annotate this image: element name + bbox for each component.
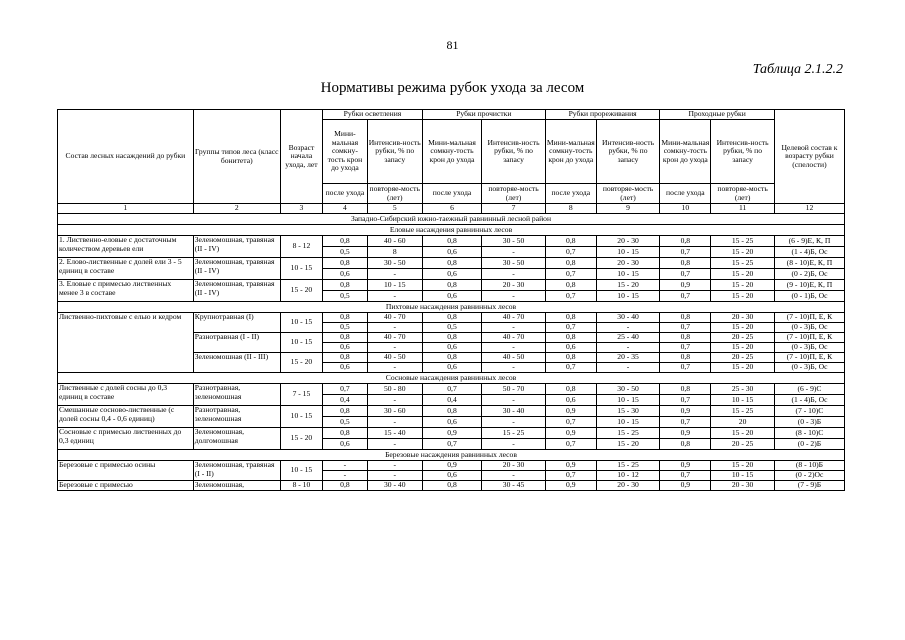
target-composition: (7 - 10)С [774, 406, 844, 417]
column-number: 11 [711, 204, 775, 214]
density-value: 0,9 [545, 406, 596, 417]
table-row [58, 280, 845, 291]
region-row: Западно-Сибирский южно-таежный равнинный лесной район [58, 214, 845, 225]
header-group-3: Рубки прореживания [545, 110, 660, 120]
intensity-value: 30 - 50 [596, 384, 660, 395]
intensity-value: - [367, 269, 422, 280]
intensity-value: 20 - 30 [711, 313, 775, 323]
density-value: 0,9 [422, 428, 481, 439]
density-value: 0,9 [545, 428, 596, 439]
intensity-value: - [367, 471, 422, 481]
density-value: 0,7 [660, 269, 711, 280]
composition-cell: 3. Еловые с примесью лиственных менее 3 в составе [58, 280, 194, 302]
intensity-value: 30 - 45 [482, 481, 546, 491]
intensity-value: 20 - 30 [596, 236, 660, 247]
density-value: 0,8 [660, 353, 711, 363]
density-value: 0,7 [422, 384, 481, 395]
density-value: 0,7 [660, 395, 711, 406]
intensity-value: 40 - 50 [367, 353, 422, 363]
column-numbers-row [58, 204, 845, 214]
intensity-value: - [482, 471, 546, 481]
intensity-value: - [367, 343, 422, 353]
intensity-value: 20 - 25 [711, 353, 775, 363]
intensity-value: - [367, 461, 422, 471]
column-number: 6 [422, 204, 481, 214]
density-value: 0,6 [422, 247, 481, 258]
intensity-value: 20 [711, 417, 775, 428]
target-composition: (0 - 3)Б, Ос [774, 363, 844, 373]
density-value: 0,7 [660, 471, 711, 481]
intensity-value: 10 - 12 [596, 471, 660, 481]
density-value: 0,8 [323, 258, 368, 269]
density-value: 0,8 [422, 236, 481, 247]
column-number: 5 [367, 204, 422, 214]
density-value: 0,6 [323, 269, 368, 280]
intensity-value: 15 - 20 [711, 428, 775, 439]
intensity-value: - [482, 439, 546, 450]
intensity-value: 15 - 20 [711, 247, 775, 258]
density-value: 0,7 [660, 343, 711, 353]
forest-type-cell: Разнотравная, зеленомошная [193, 384, 280, 406]
density-value: 0,8 [660, 384, 711, 395]
density-value: 0,7 [545, 291, 596, 302]
forest-type-cell: Зеленомошная, травяная (II - IV) [193, 280, 280, 302]
table-row [58, 236, 845, 247]
composition-cell: Березовые с примесью [58, 481, 194, 491]
forest-type-cell: Разнотравная, зеленомошная [193, 406, 280, 428]
density-value: 0,8 [422, 353, 481, 363]
target-composition: (0 - 2)Ос [774, 471, 844, 481]
intensity-value: 15 - 20 [711, 291, 775, 302]
header-target: Целевой состав к возрасту рубки (спелости) [774, 110, 844, 204]
column-number: 10 [660, 204, 711, 214]
table-row [58, 313, 845, 323]
age-cell: 10 - 15 [280, 461, 322, 481]
forest-type-cell: Зеленомошная, долгомошная [193, 428, 280, 450]
target-composition: (7 - 10)П, Е, К [774, 353, 844, 363]
density-value: 0,6 [422, 343, 481, 353]
density-value: 0,8 [660, 258, 711, 269]
column-number: 4 [323, 204, 368, 214]
density-value: 0,7 [422, 439, 481, 450]
norms-table [57, 109, 845, 491]
density-value: 0,8 [545, 384, 596, 395]
density-value: 0,8 [545, 280, 596, 291]
composition-cell: Смешанные сосново-лиственные (с долей сосны 0,4 - 0,6 единиц) [58, 406, 194, 428]
intensity-value: 15 - 20 [711, 280, 775, 291]
intensity-value: - [482, 269, 546, 280]
intensity-value: 30 - 60 [367, 406, 422, 417]
density-value: 0,8 [545, 353, 596, 363]
intensity-value: 10 - 15 [596, 417, 660, 428]
section-title-row: Березовые насаждения равнинных лесов [58, 450, 845, 461]
density-value: 0,7 [545, 417, 596, 428]
age-cell: 15 - 20 [280, 353, 322, 373]
intensity-value: 25 - 40 [596, 333, 660, 343]
intensity-value: - [482, 247, 546, 258]
intensity-value: 20 - 25 [711, 439, 775, 450]
intensity-value: 15 - 25 [711, 236, 775, 247]
density-value: 0,4 [323, 395, 368, 406]
column-number: 2 [193, 204, 280, 214]
density-value: 0,8 [323, 333, 368, 343]
target-composition: (0 - 3)Б [774, 417, 844, 428]
intensity-value: 40 - 70 [367, 333, 422, 343]
density-value: 0,6 [422, 269, 481, 280]
target-composition: (0 - 2)Б [774, 439, 844, 450]
density-value: 0,6 [323, 439, 368, 450]
intensity-value: 15 - 20 [711, 269, 775, 280]
header-repeat: повторяе-мость (лет) [367, 184, 422, 204]
intensity-value: 10 - 15 [711, 471, 775, 481]
density-value: 0,6 [545, 395, 596, 406]
intensity-value: 15 - 25 [711, 406, 775, 417]
header-repeat: повторяе-мость (лет) [596, 184, 660, 204]
density-value: - [323, 461, 368, 471]
header-group-4: Проходные рубки [660, 110, 775, 120]
target-composition: (7 - 10)П, Е, К [774, 313, 844, 323]
density-value: 0,8 [323, 428, 368, 439]
density-value: 0,6 [422, 291, 481, 302]
density-value: 0,8 [422, 333, 481, 343]
intensity-value: 30 - 50 [482, 258, 546, 269]
density-value: 0,6 [422, 417, 481, 428]
density-value: 0,5 [422, 323, 481, 333]
density-value: 0,7 [660, 247, 711, 258]
intensity-value: - [367, 363, 422, 373]
table-row [58, 384, 845, 395]
intensity-value: 10 - 15 [596, 395, 660, 406]
section-title-row: Сосновые насаждения равнинных лесов [58, 373, 845, 384]
density-value: 0,8 [323, 481, 368, 491]
target-composition: (6 - 9)С [774, 384, 844, 395]
density-value: 0,6 [545, 343, 596, 353]
age-cell: 15 - 20 [280, 428, 322, 450]
intensity-value: 20 - 30 [596, 481, 660, 491]
target-composition: (8 - 10)С [774, 428, 844, 439]
density-value: 0,7 [545, 363, 596, 373]
composition-cell: Березовые с примесью осины [58, 461, 194, 481]
intensity-value: - [596, 343, 660, 353]
intensity-value: - [367, 323, 422, 333]
header-group-2: Рубки прочистки [422, 110, 545, 120]
header-age: Возраст начала ухода, лет [280, 110, 322, 204]
intensity-value: 20 - 30 [711, 481, 775, 491]
age-cell: 8 - 10 [280, 481, 322, 491]
intensity-value: 30 - 40 [596, 313, 660, 323]
density-value: 0,9 [660, 428, 711, 439]
density-value: - [323, 471, 368, 481]
density-value: 0,6 [422, 471, 481, 481]
table-row [58, 428, 845, 439]
intensity-value: 40 - 70 [482, 313, 546, 323]
forest-type-cell: Зеленомошная, травяная (II - IV) [193, 236, 280, 258]
header-group-1: Рубки осветления [323, 110, 423, 120]
intensity-value: 10 - 15 [596, 291, 660, 302]
header-intensity: Интенсив-ность рубки, % по запасу [367, 120, 422, 184]
density-value: 0,5 [323, 291, 368, 302]
intensity-value: 20 - 30 [596, 258, 660, 269]
density-value: 0,4 [422, 395, 481, 406]
intensity-value: - [482, 343, 546, 353]
target-composition: (0 - 1)Б, Ос [774, 291, 844, 302]
age-cell: 10 - 15 [280, 258, 322, 280]
intensity-value: - [482, 363, 546, 373]
page-title: Нормативы режима рубок ухода за лесом [320, 80, 585, 96]
intensity-value: - [367, 291, 422, 302]
intensity-value: 30 - 40 [482, 406, 546, 417]
column-number: 9 [596, 204, 660, 214]
intensity-value: - [482, 395, 546, 406]
target-composition: (8 - 10)Б [774, 461, 844, 471]
density-value: 0,7 [545, 323, 596, 333]
intensity-value: - [367, 439, 422, 450]
age-cell: 15 - 20 [280, 280, 322, 302]
intensity-value: - [482, 417, 546, 428]
header-after-care: после ухода [323, 184, 368, 204]
header-composition: Состав лесных насаждений до рубки [58, 110, 194, 204]
intensity-value: 20 - 30 [482, 461, 546, 471]
table-row [58, 406, 845, 417]
composition-cell: Лиственные с долей сосны до 0,3 единиц в составе [58, 384, 194, 406]
header-density: Мини-мальная сомкну-тость крон до ухода [323, 120, 368, 184]
intensity-value: 10 - 15 [367, 280, 422, 291]
column-number: 3 [280, 204, 322, 214]
intensity-value: 15 - 25 [482, 428, 546, 439]
intensity-value: 10 - 15 [596, 269, 660, 280]
page-number: 81 [446, 38, 459, 52]
density-value: 0,8 [422, 313, 481, 323]
target-composition: (1 - 4)Б, Ос [774, 395, 844, 406]
target-composition: (8 - 10)Е, К, П [774, 258, 844, 269]
density-value: 0,8 [545, 333, 596, 343]
intensity-value: 15 - 20 [711, 363, 775, 373]
density-value: 0,8 [545, 236, 596, 247]
density-value: 0,8 [660, 439, 711, 450]
intensity-value: 10 - 15 [711, 395, 775, 406]
forest-type-cell: Зеленомошная, травяная (II - IV) [193, 258, 280, 280]
density-value: 0,9 [660, 481, 711, 491]
intensity-value: 40 - 70 [367, 313, 422, 323]
header-intensity: Интенсив-ность рубки, % по запасу [711, 120, 775, 184]
intensity-value: 30 - 40 [367, 481, 422, 491]
density-value: 0,9 [545, 461, 596, 471]
header-after-care: после ухода [422, 184, 481, 204]
composition-cell: Лиственно-пихтовые с елью и кедром [58, 313, 194, 373]
target-composition: (1 - 4)Б, Ос [774, 247, 844, 258]
density-value: 0,5 [323, 247, 368, 258]
intensity-value: 15 - 20 [596, 280, 660, 291]
density-value: 0,8 [323, 313, 368, 323]
header-density: Мини-мальная сомкну-тость крон до ухода [545, 120, 596, 184]
intensity-value: 15 - 20 [596, 439, 660, 450]
intensity-value: 30 - 50 [367, 258, 422, 269]
age-cell: 10 - 15 [280, 313, 322, 333]
density-value: 0,7 [660, 363, 711, 373]
age-cell: 10 - 15 [280, 406, 322, 428]
intensity-value: 25 - 30 [711, 384, 775, 395]
age-cell: 7 - 15 [280, 384, 322, 406]
intensity-value: - [367, 417, 422, 428]
target-composition: (7 - 9)Б [774, 481, 844, 491]
composition-cell: Сосновые с примесью лиственных до 0,3 единиц [58, 428, 194, 450]
intensity-value: 50 - 70 [482, 384, 546, 395]
intensity-value: 20 - 30 [482, 280, 546, 291]
density-value: 0,7 [660, 291, 711, 302]
intensity-value: 8 [367, 247, 422, 258]
header-intensity: Интенсив-ность рубки, % по запасу [482, 120, 546, 184]
age-cell: 8 - 12 [280, 236, 322, 258]
header-repeat: повторяе-мость (лет) [711, 184, 775, 204]
section-title-row: Еловые насаждения равнинных лесов [58, 225, 845, 236]
density-value: 0,7 [545, 471, 596, 481]
header-density: Мини-мальная сомкну-тость крон до ухода [422, 120, 481, 184]
density-value: 0,9 [660, 406, 711, 417]
header-density: Мини-мальная сомкну-тость крон до ухода [660, 120, 711, 184]
forest-type-cell: Зеленомошная, травяная (I - II) [193, 461, 280, 481]
density-value: 0,8 [545, 258, 596, 269]
forest-type-cell: Зеленомошная (II - III) [193, 353, 280, 373]
density-value: 0,6 [323, 363, 368, 373]
column-number: 8 [545, 204, 596, 214]
density-value: 0,7 [545, 439, 596, 450]
target-composition: (0 - 3)Б, Ос [774, 323, 844, 333]
intensity-value: 15 - 25 [596, 428, 660, 439]
header-after-care: после ухода [545, 184, 596, 204]
intensity-value: 20 - 35 [596, 353, 660, 363]
density-value: 0,5 [323, 417, 368, 428]
forest-type-cell: Крупнотравная (I) [193, 313, 280, 333]
density-value: 0,7 [545, 269, 596, 280]
intensity-value: 15 - 20 [711, 343, 775, 353]
table-row [58, 481, 845, 491]
intensity-value: - [482, 323, 546, 333]
density-value: 0,6 [323, 343, 368, 353]
target-composition: (0 - 2)Б, Ос [774, 269, 844, 280]
target-composition: (0 - 3)Б, Ос [774, 343, 844, 353]
density-value: 0,8 [323, 236, 368, 247]
header-forest-type: Группы типов леса (класс бонитета) [193, 110, 280, 204]
intensity-value: - [596, 363, 660, 373]
forest-type-cell: Разнотравная (I - II) [193, 333, 280, 353]
composition-cell: 2. Елово-лиственные с долей ели 3 - 5 единиц в составе [58, 258, 194, 280]
intensity-value: 15 - 30 [596, 406, 660, 417]
intensity-value: 40 - 60 [367, 236, 422, 247]
header-intensity: Интенсив-ность рубки, % по запасу [596, 120, 660, 184]
intensity-value: 15 - 25 [596, 461, 660, 471]
header-after-care: после ухода [660, 184, 711, 204]
density-value: 0,8 [422, 258, 481, 269]
intensity-value: 40 - 70 [482, 333, 546, 343]
intensity-value: 15 - 25 [711, 258, 775, 269]
density-value: 0,7 [323, 384, 368, 395]
table-label: Таблица 2.1.2.2 [752, 62, 843, 77]
density-value: 0,9 [660, 280, 711, 291]
intensity-value: - [596, 323, 660, 333]
intensity-value: 15 - 20 [711, 323, 775, 333]
intensity-value: - [367, 395, 422, 406]
density-value: 0,9 [422, 461, 481, 471]
density-value: 0,8 [323, 280, 368, 291]
intensity-value: 30 - 50 [482, 236, 546, 247]
header-repeat: повторяе-мость (лет) [482, 184, 546, 204]
density-value: 0,9 [660, 461, 711, 471]
density-value: 0,8 [422, 481, 481, 491]
density-value: 0,6 [422, 363, 481, 373]
density-value: 0,8 [422, 406, 481, 417]
table-row [58, 461, 845, 471]
intensity-value: 15 - 20 [711, 461, 775, 471]
column-number: 1 [58, 204, 194, 214]
target-composition: (9 - 10)Е, К, П [774, 280, 844, 291]
column-number: 12 [774, 204, 844, 214]
density-value: 0,7 [660, 417, 711, 428]
density-value: 0,5 [323, 323, 368, 333]
density-value: 0,8 [660, 333, 711, 343]
composition-cell: 1. Лиственно-еловые с достаточным количеством деревьев ели [58, 236, 194, 258]
table-row [58, 258, 845, 269]
density-value: 0,8 [323, 353, 368, 363]
intensity-value: 40 - 50 [482, 353, 546, 363]
intensity-value: 15 - 40 [367, 428, 422, 439]
intensity-value: - [482, 291, 546, 302]
target-composition: (7 - 10)П, Е, К [774, 333, 844, 343]
intensity-value: 10 - 15 [596, 247, 660, 258]
density-value: 0,8 [660, 313, 711, 323]
section-title-row: Пихтовые насаждения равнинных лесов [58, 302, 845, 313]
density-value: 0,8 [422, 280, 481, 291]
column-number: 7 [482, 204, 546, 214]
forest-type-cell: Зеленомошная, [193, 481, 280, 491]
density-value: 0,7 [545, 247, 596, 258]
density-value: 0,9 [545, 481, 596, 491]
target-composition: (6 - 9)Е, К, П [774, 236, 844, 247]
density-value: 0,8 [545, 313, 596, 323]
density-value: 0,8 [660, 236, 711, 247]
intensity-value: 20 - 25 [711, 333, 775, 343]
density-value: 0,8 [323, 406, 368, 417]
age-cell: 10 - 15 [280, 333, 322, 353]
intensity-value: 50 - 80 [367, 384, 422, 395]
density-value: 0,7 [660, 323, 711, 333]
